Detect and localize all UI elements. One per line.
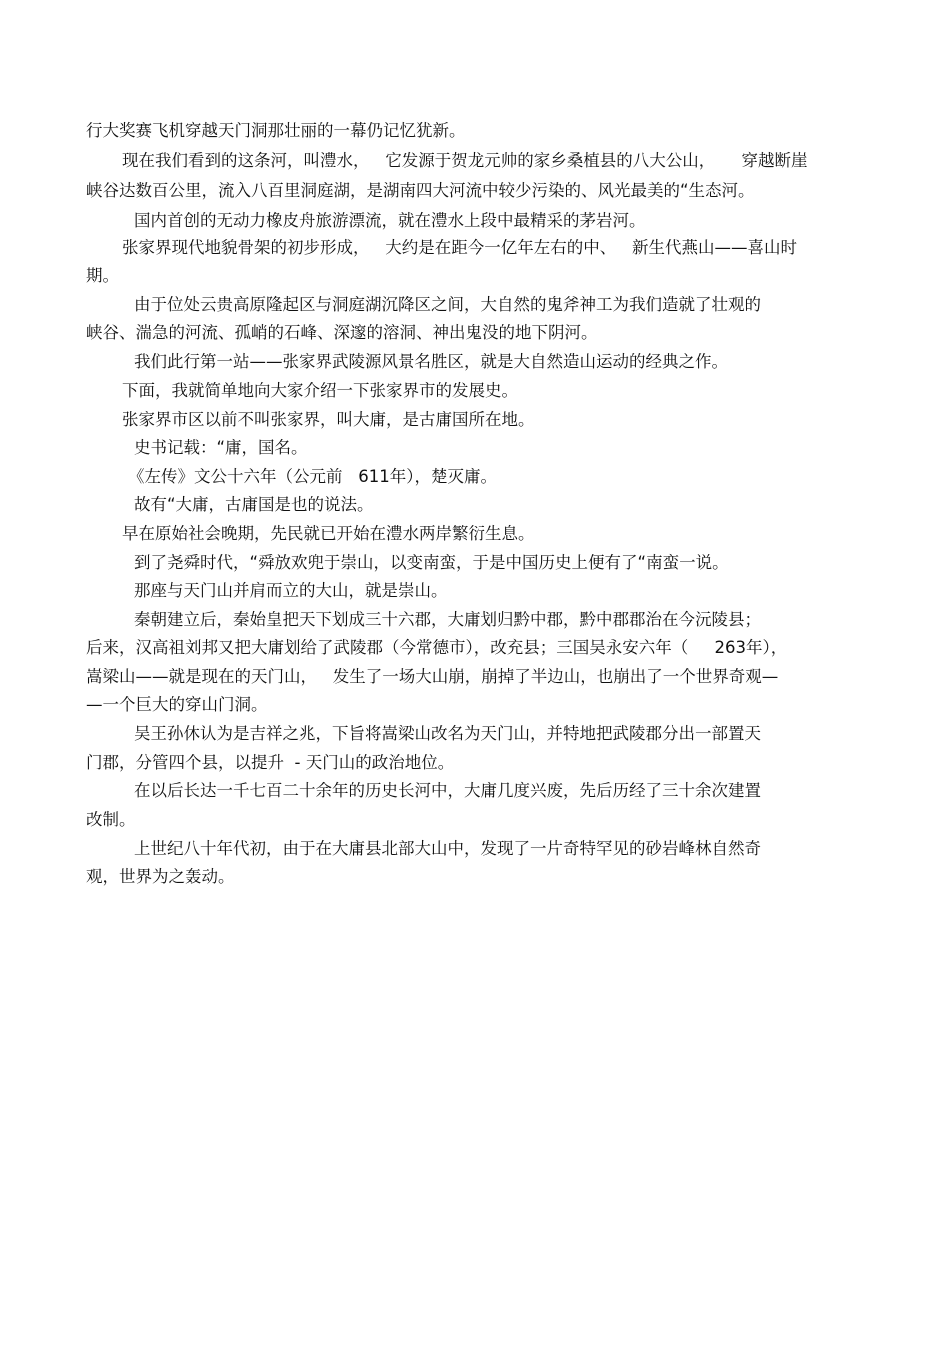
text-line: 张家界现代地貌骨架的初步形成， 大约是在距今一亿年左右的中、 新生代燕山——喜山时: [122, 238, 797, 257]
text-line: 秦朝建立后，秦始皇把天下划成三十六郡，大庸划归黔中郡，黔中郡郡治在今沅陵县；: [134, 610, 761, 629]
text-line: 现在我们看到的这条河，叫澧水， 它发源于贺龙元帅的家乡桑植县的八大公山， 穿越断崖: [122, 151, 808, 170]
text-line: 门郡，分管四个县，以提升 - 天门山的政治地位。: [86, 753, 455, 772]
text-line: 峡谷达数百公里，流入八百里洞庭湖，是湖南四大河流中较少污染的、风光最美的“生态河。: [86, 181, 755, 200]
text-line: 国内首创的无动力橡皮舟旅游漂流，就在澧水上段中最精采的茅岩河。: [134, 211, 646, 230]
text-line: 观，世界为之轰动。: [86, 867, 235, 886]
text-line: 在以后长达一千七百二十余年的历史长河中，大庸几度兴废，先后历经了三十余次建置: [134, 781, 761, 800]
text-line: 史书记载：“庸，国名。: [134, 438, 308, 457]
text-line: 故有“大庸，古庸国是也的说法。: [134, 495, 374, 514]
text-line: 《左传》文公十六年（公元前 611年），楚灭庸。: [128, 467, 497, 486]
text-line: 到了尧舜时代，“舜放欢兜于崇山，以变南蛮，于是中国历史上便有了“南蛮一说。: [134, 553, 729, 572]
text-line: 峡谷、湍急的河流、孤峭的石峰、深邃的溶洞、神出鬼没的地下阴河。: [86, 323, 598, 342]
text-line: 那座与天门山并肩而立的大山，就是崇山。: [134, 581, 448, 600]
text-line: 改制。: [86, 810, 136, 829]
text-line: 我们此行第一站——张家界武陵源风景名胜区，就是大自然造山运动的经典之作。: [134, 352, 728, 371]
text-line: 吴王孙休认为是吉祥之兆，下旨将嵩梁山改名为天门山，并特地把武陵郡分出一部置天: [134, 724, 761, 743]
text-line: 张家界市区以前不叫张家界，叫大庸，是古庸国所在地。: [122, 410, 535, 429]
text-line: 后来，汉高祖刘邦又把大庸划给了武陵郡（今常德市），改充县；三国吴永安六年（ 263年），: [86, 638, 788, 657]
text-line: 行大奖赛飞机穿越天门洞那壮丽的一幕仍记忆犹新。: [86, 121, 466, 140]
text-line: 期。: [86, 266, 119, 285]
text-line: 嵩梁山——就是现在的天门山， 发生了一场大山崩，崩掉了半边山，也崩出了一个世界奇观—: [86, 667, 779, 686]
text-line: 上世纪八十年代初，由于在大庸县北部大山中，发现了一片奇特罕见的砂岩峰林自然奇: [134, 839, 761, 858]
text-line: —一个巨大的穿山门洞。: [86, 695, 268, 714]
text-line: 早在原始社会晚期，先民就已开始在澧水两岸繁衍生息。: [122, 524, 535, 543]
text-line: 由于位处云贵高原隆起区与洞庭湖沉降区之间，大自然的鬼斧神工为我们造就了壮观的: [134, 295, 761, 314]
text-line: 下面，我就简单地向大家介绍一下张家界市的发展史。: [122, 381, 518, 400]
